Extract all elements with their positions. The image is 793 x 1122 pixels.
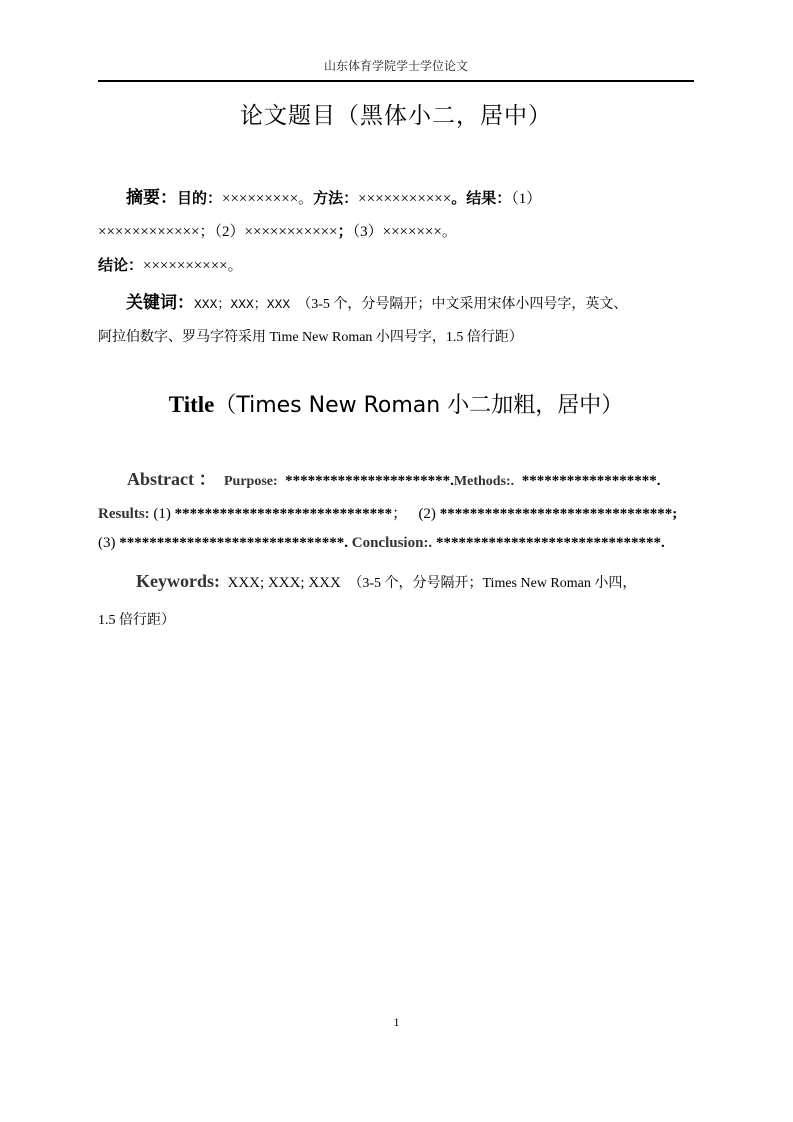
keywords-line-2 bbox=[98, 326, 523, 346]
header-rule bbox=[98, 80, 694, 82]
en-results-3-num: (3) bbox=[98, 535, 116, 551]
en-conclusion-label: Conclusion:. bbox=[351, 535, 433, 551]
english-title-note: （Times New Roman 小二加粗，居中） bbox=[214, 393, 624, 418]
en-abstract-label: Abstract ： bbox=[127, 469, 217, 489]
chinese-title: 论文题目（黑体小二，居中） bbox=[240, 103, 552, 129]
en-keywords-line-1 bbox=[136, 571, 636, 592]
en-purpose-text: **********************. bbox=[285, 473, 454, 489]
method-label: 方法： bbox=[313, 189, 359, 207]
keywords-note-1: （3-5 个，分号隔开；中文采用宋体小四号字，英文、 bbox=[297, 297, 628, 312]
en-results-1-text: ***************************** bbox=[174, 506, 393, 522]
en-purpose-label: Purpose: bbox=[223, 474, 278, 489]
keywords-line-1 bbox=[126, 288, 627, 313]
english-title-main: Title bbox=[168, 392, 215, 417]
english-title bbox=[98, 388, 694, 419]
en-abstract-line-2 bbox=[98, 502, 677, 523]
abstract-line-1 bbox=[126, 183, 541, 208]
en-results-2-text: *******************************; bbox=[439, 506, 678, 522]
results-3-text: ×××××××。 bbox=[382, 224, 457, 240]
keywords-items: XXX；XXX；XXX bbox=[194, 297, 291, 312]
en-results-1-end: ； bbox=[392, 506, 408, 522]
abstract-label: 摘要： bbox=[126, 188, 177, 208]
keywords-note-2: 阿拉伯数字、罗马字符采用 Time New Roman 小四号字，1.5 倍行距） bbox=[98, 330, 523, 345]
en-keywords-note-1: （3-5 个，分号隔开；Times New Roman 小四， bbox=[348, 576, 637, 591]
en-keywords-label: Keywords: bbox=[136, 571, 220, 591]
en-keywords-items: XXX; XXX; XXX bbox=[227, 575, 341, 591]
conclusion-label: 结论： bbox=[98, 256, 144, 274]
abstract-line-3 bbox=[98, 254, 243, 275]
en-abstract-line-1 bbox=[127, 465, 660, 491]
conclusion-text: ××××××××××。 bbox=[143, 258, 243, 274]
results-2-end: ； bbox=[337, 222, 353, 240]
purpose-text: ×××××××××。 bbox=[222, 191, 314, 207]
results-2-num: （2） bbox=[214, 224, 245, 240]
en-methods-label: Methods:. bbox=[453, 474, 515, 489]
en-results-2-num: (2) bbox=[418, 506, 436, 522]
running-header: 山东体育学院学士学位论文 bbox=[323, 59, 468, 73]
page-number: 1 bbox=[393, 1015, 400, 1029]
results-1-text: ××××××××××××； bbox=[98, 224, 215, 240]
results-2-text: ××××××××××× bbox=[244, 224, 338, 240]
purpose-label: 目的： bbox=[177, 189, 223, 207]
method-text: ××××××××××× bbox=[358, 191, 452, 207]
en-results-label: Results: bbox=[98, 506, 150, 522]
keywords-label: 关键词： bbox=[126, 293, 194, 313]
en-keywords-line-2 bbox=[98, 609, 175, 629]
en-abstract-line-3 bbox=[98, 535, 665, 552]
abstract-line-2 bbox=[98, 220, 457, 241]
results-label: 。结果： bbox=[451, 189, 512, 207]
en-results-3-text: ******************************. bbox=[119, 535, 348, 551]
en-methods-text: ******************. bbox=[521, 473, 661, 489]
en-conclusion-text: ******************************. bbox=[435, 535, 665, 551]
en-keywords-note-2: 1.5 倍行距） bbox=[98, 613, 175, 628]
en-results-1-num: (1) bbox=[153, 506, 171, 522]
results-3-num: （3） bbox=[352, 224, 383, 240]
results-1-num: （1） bbox=[511, 191, 542, 207]
